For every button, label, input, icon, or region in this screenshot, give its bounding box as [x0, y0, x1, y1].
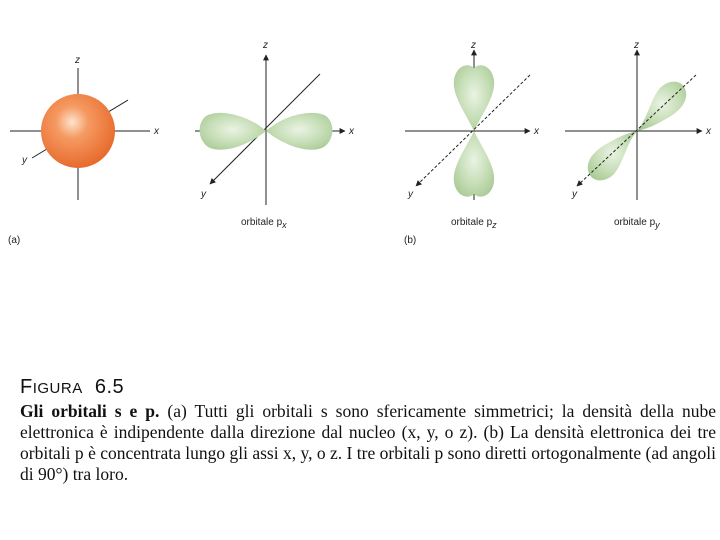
figure-title [20, 376, 716, 399]
part-label-b: (b) [404, 235, 417, 246]
y-axis-label: y [572, 189, 577, 200]
x-axis-label: x [349, 126, 354, 137]
x-axis-label: x [706, 126, 711, 137]
caption-text [20, 401, 716, 485]
py-orbital-label: orbitale py [614, 217, 660, 230]
figure-caption [20, 376, 716, 485]
pz-orbital-panel [405, 40, 540, 230]
caption-lead: Gli orbitali s e p. [20, 401, 160, 421]
y-axis-label: y [201, 189, 206, 200]
px-orbital-panel [195, 40, 355, 230]
figure-number: 6.5 [94, 376, 125, 398]
caption-body: (a) Tutti gli orbitali s sono sfericamente simmetrici; la densità della nube elettronica è indipendente dalla direzione dal nucleo (x, y, o z). (b) La densità elettronica dei tre orbitali p è concentrata lungo gli assi x, y, o z. I tre orbitali p sono diretti ortogonalmente (ad angoli di 90°) tra loro. [20, 401, 717, 484]
x-axis-label: x [154, 126, 159, 137]
s-orbital-sphere [41, 94, 115, 168]
pz-lobe-top [454, 65, 494, 131]
py-orbital-panel [565, 40, 712, 230]
z-axis-label: z [263, 40, 268, 51]
orbitals-diagram [0, 0, 720, 260]
y-axis-label: y [408, 189, 413, 200]
figure-title-initial: F [20, 376, 33, 398]
py-lobe-front [588, 131, 637, 180]
pz-orbital-label: orbitale pz [451, 217, 497, 230]
px-orbital-label: orbitale px [241, 217, 287, 230]
part-label-a: (a) [8, 235, 21, 246]
figure-title-rest: IGURA [32, 380, 83, 397]
s-orbital-panel [8, 55, 160, 246]
pz-lobe-bottom [454, 131, 494, 197]
z-axis-label: z [75, 55, 80, 66]
y-axis-label: y [22, 155, 27, 166]
x-axis-label: x [534, 126, 539, 137]
px-lobe-left [200, 113, 266, 150]
z-axis-label: z [634, 40, 639, 51]
z-axis-label: z [471, 40, 476, 51]
